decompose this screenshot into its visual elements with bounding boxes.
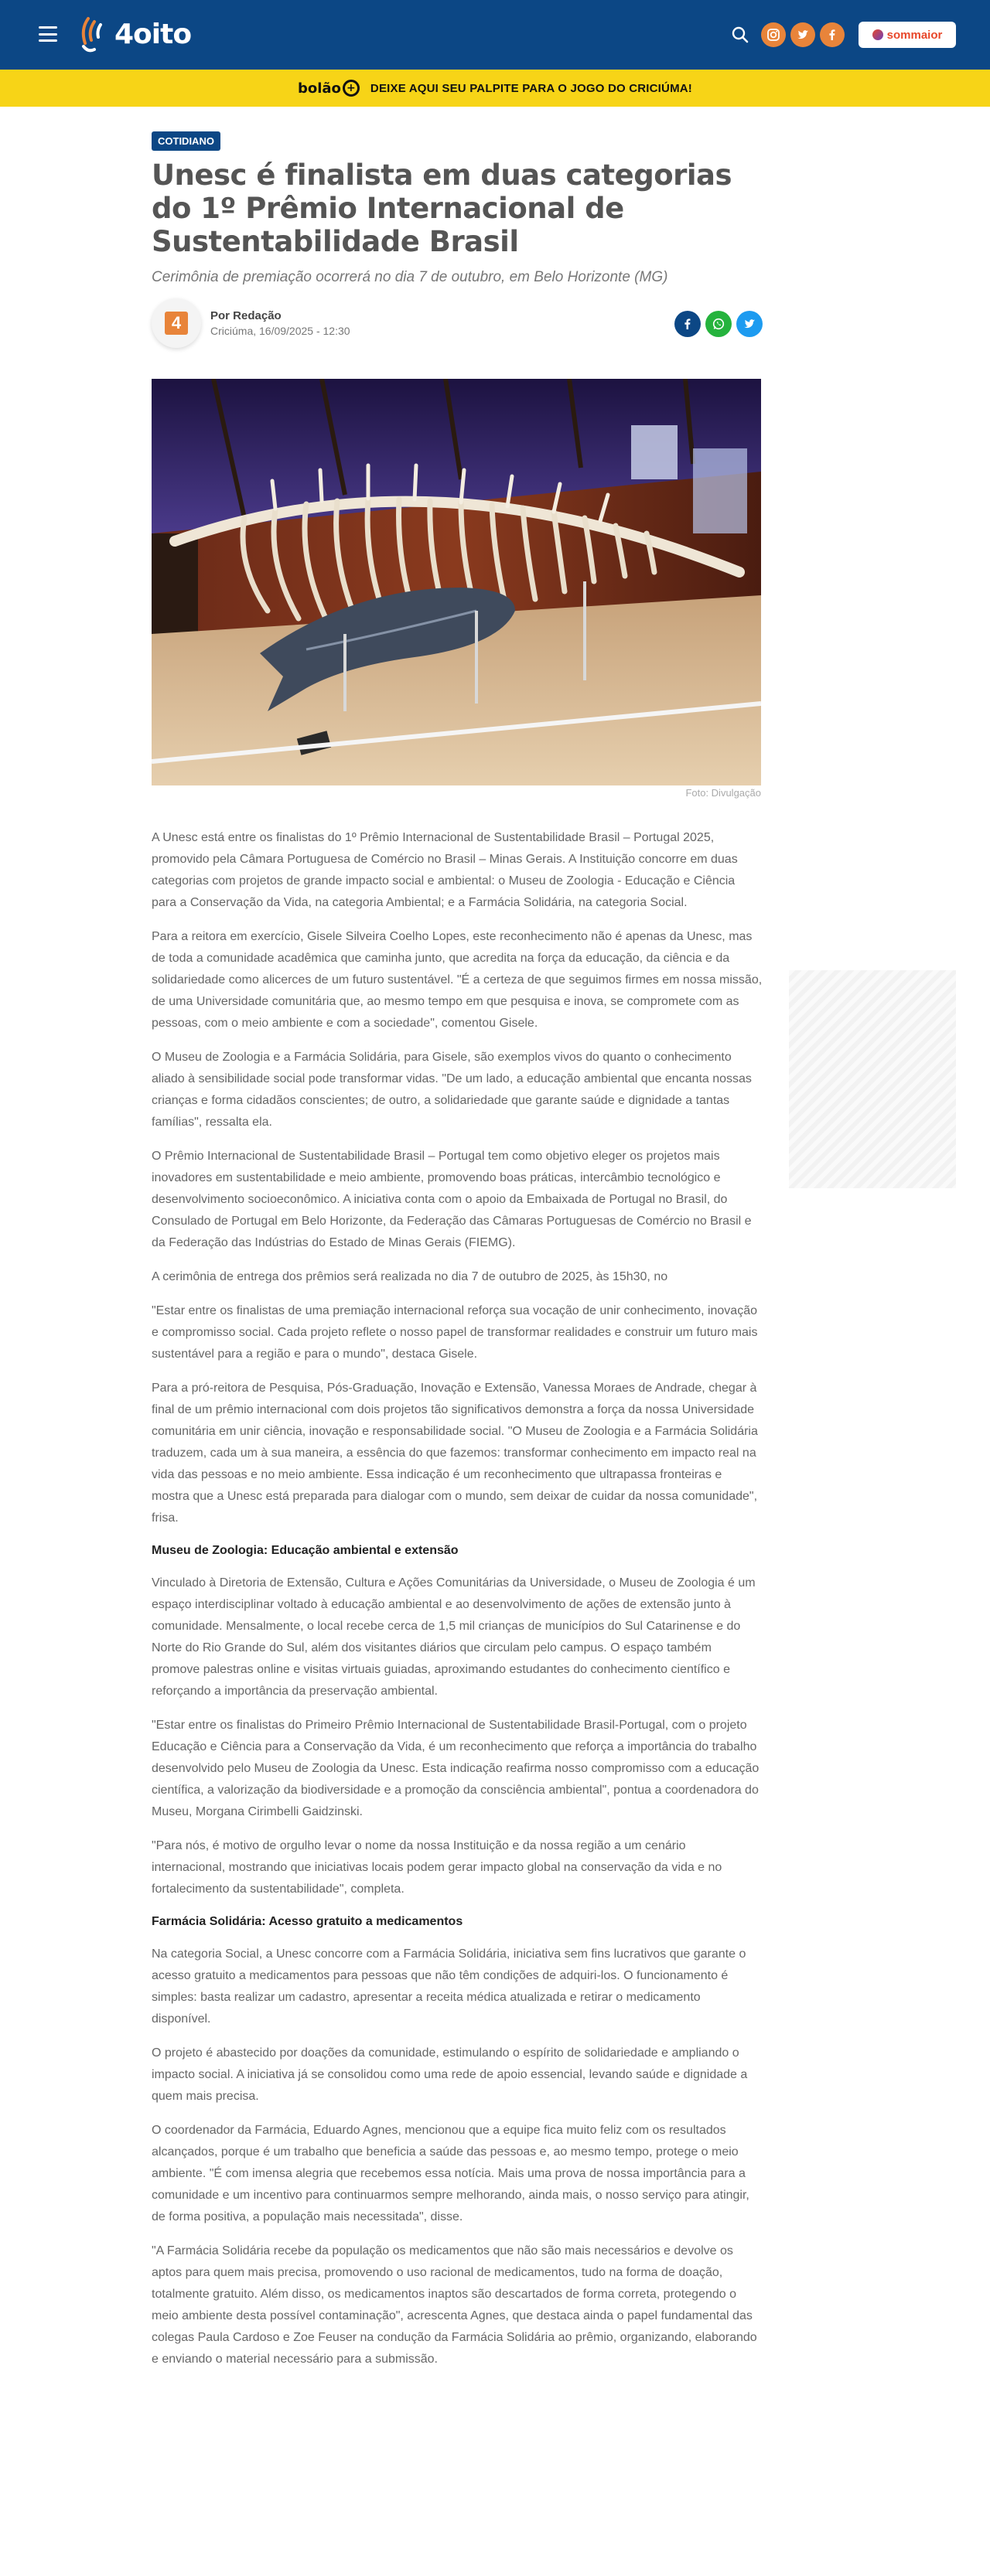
sommaior-logo-icon	[872, 29, 883, 40]
promo-text: DEIXE AQUI SEU PALPITE PARA O JOGO DO CRICIÚMA!	[370, 81, 693, 95]
section-heading-museu: Museu de Zoologia: Educação ambiental e extensão	[152, 1544, 459, 1557]
paragraph: A cerimônia de entrega dos prêmios será realizada no dia 7 de outubro de 2025, às 15h30, no	[152, 1270, 668, 1283]
paragraph: "Estar entre os finalistas de uma premiação internacional reforça sua vocação de unir conhecimento, inovação e compromisso social. Cada projeto reflete o nosso papel de transformar realidades e construir um futuro mais sustentável para a região e para o mundo", destaca Gisele.	[152, 1304, 758, 1361]
author-avatar	[152, 298, 201, 348]
plus-icon: +	[343, 80, 360, 97]
site-header	[0, 0, 990, 70]
logo-text: 4oito	[114, 18, 192, 50]
paragraph: O coordenador da Farmácia, Eduardo Agnes, mencionou que a equipe fica muito feliz com os resultados alcançados, porque é um trabalho que beneficia a saúde das pessoas e, ao mesmo tempo, protege o meio ambiente. "É com imensa alegria que recebemos essa notícia. Mais uma prova de nossa importância para a comunidade e um incentivo para continuarmos sempre melhorando, ainda mais, o nosso serviço para atingir, de forma positiva, a população mais necessitada", disse.	[152, 2124, 749, 2223]
promo-banner[interactable]	[0, 70, 990, 107]
photo-credit: Foto: Divulgação	[685, 787, 761, 799]
paragraph: O Museu de Zoologia e a Farmácia Solidária, para Gisele, são exemplos vivos do quanto o conhecimento aliado à sensibilidade social pode transformar vidas. "De um lado, a educação ambiental que encanta nossas crianças e forma cidadãos conscientes; de outro, a solidariedade que garante saúde e dignidade a tantas famílias", ressalta ela.	[152, 1051, 752, 1129]
museum-whale-photo	[152, 379, 761, 785]
paragraph: A Unesc está entre os finalistas do 1º Prêmio Internacional de Sustentabilidade Brasil – Portugal 2025, promovido pela Câmara Portuguesa de Comércio no Brasil – Minas Gerais. A Instituição concorre em duas categorias com projetos de grande impacto social e ambiental: o Museu de Zoologia - Educação e Ciência para a Conservação da Vida, na categoria Ambiental; e a Farmácia Solidária, na categoria Social.	[152, 831, 738, 909]
sommaior-label: sommaior	[886, 28, 943, 42]
ad-placeholder	[789, 970, 956, 1188]
sommaior-button[interactable]	[859, 22, 956, 48]
paragraph: Vinculado à Diretoria de Extensão, Cultura e Ações Comunitárias da Universidade, o Museu de Zoologia é um espaço interdisciplinar voltado à educação ambiental e ao desenvolvimento de ações de extensão junto à comunidade. Mensalmente, o local recebe cerca de 1,5 mil crianças de municípios do Sul Catarinense e do Norte do Rio Grande do Sul, além dos visitantes diários que circulam pelo campus. O espaço também promove palestras online e visitas virtuais guiadas, aproximando estudantes do conhecimento científico e reforçando a importância da preservação ambiental.	[152, 1576, 756, 1698]
signal-waves-icon	[77, 12, 111, 56]
category-badge[interactable]: COTIDIANO	[152, 131, 220, 151]
article-photo	[152, 379, 761, 785]
publish-date: Criciúma, 16/09/2025 - 12:30	[210, 325, 350, 337]
article-header	[152, 131, 763, 288]
paragraph: Na categoria Social, a Unesc concorre com a Farmácia Solidária, iniciativa sem fins lucrativos que garante o acesso gratuito a medicamentos para pessoas que não têm condições de adquiri-los. O funcionamento é simples: basta realizar um cadastro, apresentar a receita médica atualizada e retirar o medicamento disponível.	[152, 1947, 746, 2026]
menu-icon[interactable]	[39, 26, 57, 42]
bolao-logo	[298, 80, 360, 97]
instagram-icon[interactable]	[761, 22, 786, 47]
bolao-brand-text: bolão	[297, 80, 341, 97]
share-facebook-icon[interactable]	[674, 311, 701, 337]
article-subtitle: Cerimônia de premiação ocorrerá no dia 7 de outubro, em Belo Horizonte (MG)	[152, 269, 668, 285]
share-whatsapp-icon[interactable]	[705, 311, 732, 337]
article-body	[152, 827, 763, 2383]
share-buttons	[674, 311, 763, 337]
paragraph: Para a reitora em exercício, Gisele Silveira Coelho Lopes, este reconhecimento não é apenas da Unesc, mas de toda a comunidade acadêmica que caminha junto, que acredita na força da educação, da ciência e da solidariedade como alicerces de um futuro sustentável. "É a certeza de que seguimos firmes em nossa missão, de uma Universidade comunitária que, ao mesmo tempo em que pesquisa e inova, se compromete com as pessoas, com o meio ambiente e com a sociedade", comentou Gisele.	[152, 930, 763, 1030]
author-name: Por Redação	[210, 309, 282, 322]
article-title: Unesc é finalista em duas categorias do 1º Prêmio Internacional de Sustentabilidade Brasil	[152, 158, 732, 258]
facebook-icon[interactable]	[820, 22, 845, 47]
paragraph: O Prêmio Internacional de Sustentabilidade Brasil – Portugal tem como objetivo eleger os projetos mais inovadores em sustentabilidade e meio ambiente, promovendo boas práticas, intercâmbio tecnológico e desenvolvimento socioeconômico. A iniciativa conta com o apoio da Embaixada de Portugal no Brasil, do Consulado de Portugal em Belo Horizonte, da Federação das Câmaras Portuguesas de Comércio no Brasil e da Federação das Indústrias do Estado de Minas Gerais (FIEMG).	[152, 1150, 752, 1249]
paragraph: O projeto é abastecido por doações da comunidade, estimulando o espírito de solidariedade e ampliando o impacto social. A iniciativa já se consolidou como uma rede de apoio essencial, levando saúde e dignidade a quem mais precisa.	[152, 2046, 748, 2103]
site-logo[interactable]	[77, 12, 191, 56]
share-twitter-icon[interactable]	[736, 311, 763, 337]
paragraph: "Para nós, é motivo de orgulho levar o nome da nossa Instituição e da nossa região a um cenário internacional, mostrando que iniciativas locais podem gerar impacto global na conservação da vida e no fortalecimento da sustentabilidade", completa.	[152, 1839, 722, 1896]
twitter-icon[interactable]	[790, 22, 815, 47]
paragraph: Para a pró-reitora de Pesquisa, Pós-Graduação, Inovação e Extensão, Vanessa Moraes de Andrade, chegar à final de um prêmio internacional com dois projetos tão significativos demonstra a força da nossa Universidade comunitária em unir ciência, inovação e responsabilidade social. "O Museu de Zoologia e a Farmácia Solidária traduzem, cada um à sua maneira, a essência do que fazemos: transformar conhecimento em impacto real na vida das pessoas e no meio ambiente. Essa indicação é um reconhecimento que ultrapassa fronteiras e mostra que a Unesc está preparada para dialogar com o mundo, sem deixar de cuidar da nossa comunidade", frisa.	[152, 1382, 758, 1525]
paragraph: "A Farmácia Solidária recebe da população os medicamentos que não são mais necessários e devolve os aptos para quem mais precisa, promovendo o uso racional de medicamentos, tudo na forma de doação, totalmente gratuito. Além disso, os medicamentos inaptos são descartados de forma correta, protegendo o meio ambiente desta possível contaminação", acrescenta Agnes, que destaca ainda o papel fundamental das colegas Paula Cardoso e Zoe Feuser na condução da Farmácia Solidária ao prêmio, organizando, elaborando e enviando o material necessário para a submissão.	[152, 2244, 757, 2366]
section-heading-farmacia: Farmácia Solidária: Acesso gratuito a medicamentos	[152, 1915, 463, 1928]
author-logo-icon: 4	[165, 312, 188, 335]
search-icon[interactable]	[727, 22, 753, 48]
byline	[152, 298, 763, 353]
paragraph: "Estar entre os finalistas do Primeiro Prêmio Internacional de Sustentabilidade Brasil-Portugal, com o projeto Educação e Ciência para a Conservação da Vida, é um reconhecimento que reforça a importância do trabalho desenvolvido pelo Museu de Zoologia da Unesc. Esta indicação reafirma nosso compromisso com a educação científica, a valorização da biodiversidade e a promoção da consciência ambiental", pontua a coordenadora do Museu, Morgana Cirimbelli Gaidzinski.	[152, 1719, 760, 1818]
